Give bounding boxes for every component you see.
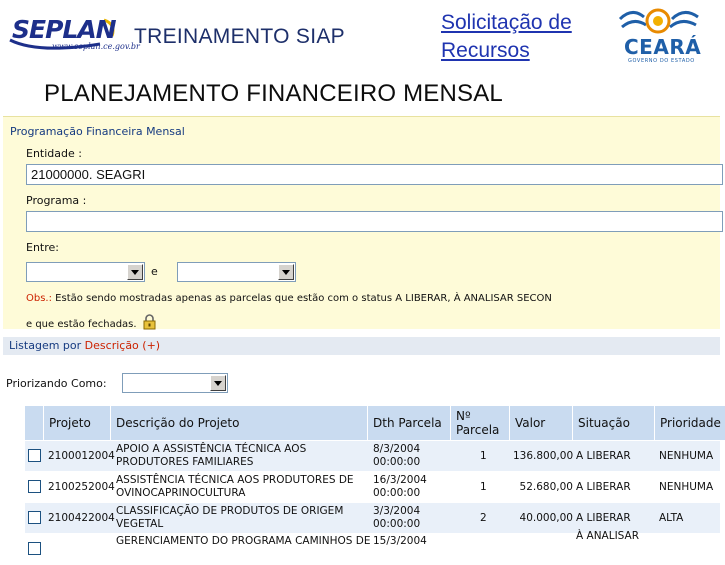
cell-descricao-1: CLASSIFICAÇÃO DE PRODUTOS DE ORIGEM <box>116 505 344 517</box>
header-parcela-line1: Nº <box>456 409 471 423</box>
entidade-label: Entidade : <box>26 147 82 160</box>
cell-dth-1: 15/3/2004 <box>373 535 427 547</box>
cell-projeto: 2100252004 <box>48 481 115 493</box>
ceara-logo-text: CEARÁ <box>624 35 702 59</box>
entidade-field[interactable]: 21000000. SEAGRI <box>26 164 723 185</box>
listing-sort-link[interactable]: Descrição (+) <box>84 339 161 352</box>
link-line-1: Solicitação de <box>441 11 572 34</box>
listing-label-group <box>9 339 160 352</box>
cell-descricao-2: OVINOCAPRINOCULTURA <box>116 487 246 499</box>
cell-dth-2: 00:00:00 <box>373 487 421 499</box>
parcelas-table <box>25 406 721 547</box>
table-row[interactable] <box>25 472 720 503</box>
cell-projeto: 2100422004 <box>48 512 115 524</box>
entre-end-select[interactable] <box>177 262 296 282</box>
cell-situacao: A LIBERAR <box>576 450 631 462</box>
header-dth-parcela[interactable]: Dth Parcela <box>368 406 450 440</box>
page-title: PLANEJAMENTO FINANCEIRO MENSAL <box>44 80 503 107</box>
table-header-checkbox <box>25 406 43 440</box>
cell-descricao-1: APOIO A ASSISTÊNCIA TÉCNICA AOS <box>116 443 307 455</box>
chevron-down-icon[interactable] <box>278 264 294 280</box>
obs-line-1 <box>26 293 716 304</box>
header-descricao[interactable]: Descrição do Projeto <box>111 406 367 440</box>
programa-field[interactable] <box>26 211 723 232</box>
header-situacao[interactable]: Situação <box>573 406 654 440</box>
header-parcela-line2: Parcela <box>456 423 500 437</box>
cell-dth-1: 8/3/2004 <box>373 443 421 455</box>
entre-connector: e <box>151 265 158 278</box>
cell-projeto: 2100012004 <box>48 450 115 462</box>
row-checkbox[interactable] <box>28 480 41 493</box>
cell-dth-1: 3/3/2004 <box>373 505 421 517</box>
seplan-brand-word: SEPLAN <box>12 15 116 44</box>
entre-label: Entre: <box>26 241 59 254</box>
link-line-2: Recursos <box>441 39 530 62</box>
obs-status: A LIBERAR, À ANALISAR SECON <box>395 293 552 304</box>
table-row[interactable] <box>25 530 720 565</box>
cell-valor: 52.680,00 <box>519 481 573 493</box>
chevron-down-icon[interactable] <box>210 375 226 391</box>
cell-prioridade: ALTA <box>659 512 684 524</box>
listing-bar <box>3 337 720 355</box>
programa-label: Programa : <box>26 194 87 207</box>
header-projeto[interactable]: Projeto <box>44 406 110 440</box>
row-checkbox[interactable] <box>28 511 41 524</box>
header-prioridade[interactable]: Prioridade <box>655 406 725 440</box>
cell-descricao-1: ASSISTÊNCIA TÉCNICA AOS PRODUTORES DE <box>116 474 354 486</box>
ceara-logo <box>618 5 718 67</box>
priorizando-label: Priorizando Como: <box>6 377 107 390</box>
cell-descricao-1: GERENCIAMENTO DO PROGRAMA CAMINHOS DE <box>116 535 371 547</box>
cell-valor: 136.800,00 <box>513 450 574 462</box>
seplan-brand-url: www.seplan.ce.gov.br <box>52 42 140 51</box>
cell-prioridade: NENHUMA <box>659 481 714 493</box>
obs-text-2: e que estão fechadas. <box>26 319 137 330</box>
cell-dth-2: 00:00:00 <box>373 518 421 530</box>
row-checkbox[interactable] <box>28 449 41 462</box>
obs-label: Obs.: <box>26 293 52 304</box>
listing-label: Listagem por <box>9 339 82 352</box>
cell-situacao: A LIBERAR <box>576 481 631 493</box>
cell-parcela: 1 <box>480 450 487 462</box>
cell-parcela: 1 <box>480 481 487 493</box>
header-parcela[interactable] <box>451 406 509 440</box>
table-row[interactable] <box>25 441 720 472</box>
cell-dth-1: 16/3/2004 <box>373 474 427 486</box>
obs-text-1: Estão sendo mostradas apenas as parcelas que estão com o status <box>55 293 393 304</box>
cell-dth-2: 00:00:00 <box>373 456 421 468</box>
entre-start-select[interactable] <box>26 262 145 282</box>
form-panel <box>3 116 720 329</box>
header-valor[interactable]: Valor <box>510 406 572 440</box>
lock-icon <box>143 314 156 330</box>
cell-prioridade: NENHUMA <box>659 450 714 462</box>
cell-parcela: 2 <box>480 512 487 524</box>
row-checkbox[interactable] <box>28 542 41 555</box>
header-title: TREINAMENTO SIAP <box>134 25 345 48</box>
chevron-down-icon[interactable] <box>127 264 143 280</box>
obs-line-2 <box>26 314 156 330</box>
section-title: Programação Financeira Mensal <box>10 125 185 138</box>
cell-valor: 40.000,00 <box>519 512 573 524</box>
cell-situacao: À ANALISAR <box>576 530 640 542</box>
cell-descricao-2: PRODUTORES FAMILIARES <box>116 456 254 468</box>
cell-descricao-2: VEGETAL <box>116 518 164 530</box>
solicitacao-recursos-link[interactable] <box>441 9 611 65</box>
ceara-logo-subtext: GOVERNO DO ESTADO <box>628 58 695 64</box>
cell-situacao: A LIBERAR <box>576 512 631 524</box>
priorizando-select[interactable] <box>122 373 228 393</box>
